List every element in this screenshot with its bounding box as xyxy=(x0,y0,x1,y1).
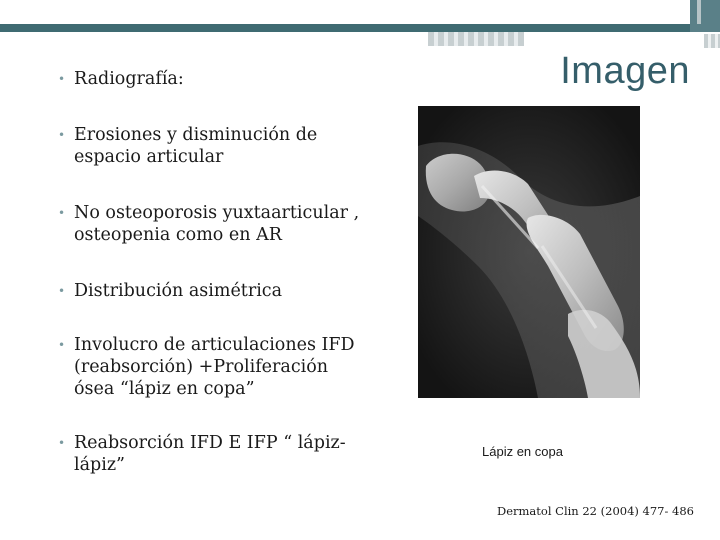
banner-corner-block xyxy=(690,0,720,32)
banner-corner-stripe xyxy=(697,0,701,24)
bullet-item xyxy=(58,68,394,90)
bullet-text: Involucro de articulaciones IFD xyxy=(74,335,355,355)
image-caption: Lápiz en copa xyxy=(482,444,563,459)
bullet-text: Radiografía: xyxy=(74,69,184,89)
bullet-text: osteopenia como en AR xyxy=(74,225,282,245)
bullet-item xyxy=(58,280,394,302)
bullet-text: Reabsorción IFD E IFP “ lápiz- xyxy=(74,433,346,453)
slide-title: Imagen xyxy=(560,50,690,92)
xray-illustration xyxy=(418,106,640,398)
bullet-text: No osteoporosis yuxtaarticular , xyxy=(74,203,360,223)
bullet-marker-icon: • xyxy=(58,72,66,86)
bullet-text: Erosiones y disminución de xyxy=(74,125,318,145)
bullet-text: Distribución asimétrica xyxy=(74,281,283,301)
bullet-marker-icon: • xyxy=(58,338,66,352)
banner-corner-pattern xyxy=(704,34,720,48)
banner-pattern xyxy=(428,32,524,46)
bullet-marker-icon: • xyxy=(58,284,66,298)
bullet-marker-icon: • xyxy=(58,206,66,220)
reference-citation: Dermatol Clin 22 (2004) 477- 486 xyxy=(496,504,694,518)
banner-bar xyxy=(0,24,690,32)
bullet-text: lápiz” xyxy=(74,455,125,475)
bullet-item xyxy=(58,432,394,476)
bullet-marker-icon: • xyxy=(58,436,66,450)
bullet-text: (reabsorción) +Proliferación xyxy=(74,357,329,377)
bullet-text: ósea “lápiz en copa” xyxy=(74,379,255,399)
bullet-item xyxy=(58,124,394,168)
xray-image xyxy=(418,106,640,398)
bullet-marker-icon: • xyxy=(58,128,66,142)
bullet-item xyxy=(58,334,394,400)
bullet-item xyxy=(58,202,394,246)
bullet-text: espacio articular xyxy=(74,147,224,167)
